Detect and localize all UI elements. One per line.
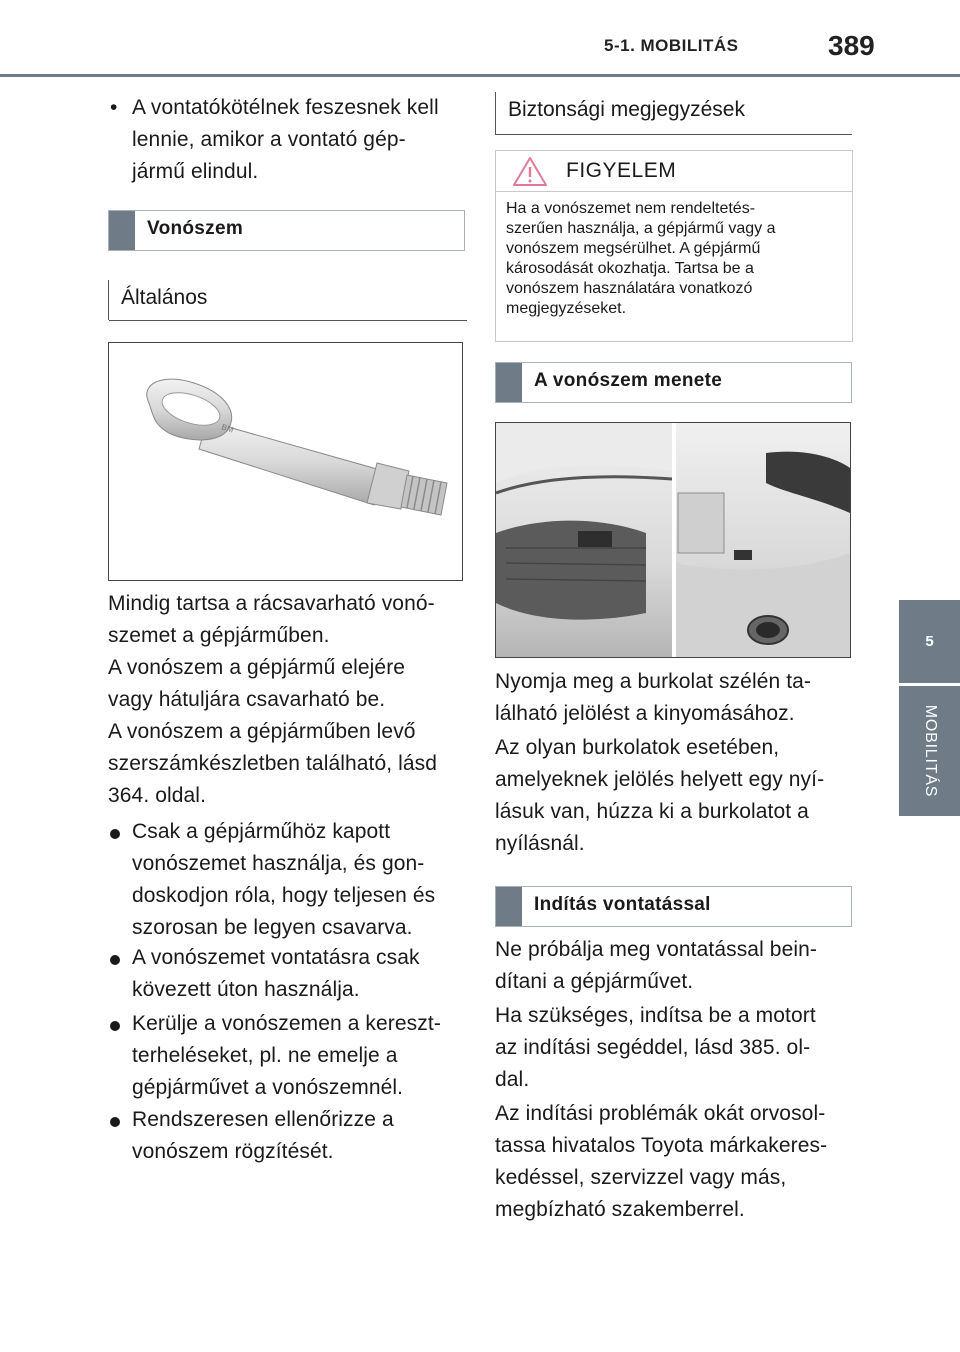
text-line: szerűen használja, a gépjármű vagy a xyxy=(506,220,776,237)
para-press-mark xyxy=(495,666,855,730)
text-line: vagy hátuljára csavarható be. xyxy=(108,688,386,711)
text-line: Ha szükséges, indítsa be a motort xyxy=(495,1004,816,1027)
para-toolkit xyxy=(108,716,468,812)
subheading-safety xyxy=(495,92,852,135)
text-line: vonószem használatára vonatkozó xyxy=(506,280,753,297)
text-line: Az indítási problémák okát orvosol- xyxy=(495,1102,826,1125)
text-line: gépjárművet a vonószemnél. xyxy=(132,1076,404,1099)
text-line: A vontatókötélnek feszesnek kell xyxy=(132,96,439,119)
heading-vonoszem xyxy=(108,210,465,251)
bullet-dot xyxy=(110,1021,120,1031)
text-line: terheléseket, pl. ne emelje a xyxy=(132,1044,398,1067)
text-line: A vonószem a gépjármű elejére xyxy=(108,656,406,679)
para-screw-front-rear xyxy=(108,652,468,716)
text-line: Nyomja meg a burkolat szélén ta- xyxy=(495,670,812,693)
text-line: lálható jelölést a kinyomásához. xyxy=(495,702,795,725)
page-number: 389 xyxy=(828,30,875,61)
bullet-item xyxy=(110,1008,470,1104)
heading-menete xyxy=(495,362,852,403)
text-line: Kerülje a vonószemen a kereszt- xyxy=(132,1012,441,1035)
text-line: kövezett úton használja. xyxy=(132,978,360,1001)
subheading-text: Általános xyxy=(121,286,208,309)
warning-text xyxy=(506,199,836,319)
heading-inditas xyxy=(495,886,852,927)
text-line: szorosan be legyen csavarva. xyxy=(132,916,413,939)
warning-triangle-icon xyxy=(512,156,548,187)
warning-box xyxy=(495,150,853,342)
text-line: Rendszeresen ellenőrizze a xyxy=(132,1108,394,1131)
warning-title: FIGYELEM xyxy=(566,159,677,182)
text-line: vonószem rögzítését. xyxy=(132,1140,334,1163)
bullet-item xyxy=(110,1104,470,1168)
text-line: jármű elindul. xyxy=(132,160,259,183)
text-line: amelyeknek jelölés helyett egy nyí- xyxy=(495,768,825,791)
text-line: Mindig tartsa a rácsavarható vonó- xyxy=(108,592,435,615)
text-line: Az olyan burkolatok esetében, xyxy=(495,736,780,759)
text-line: szerszámkészletben található, lásd xyxy=(108,752,438,775)
chapter-tab-number: 5 xyxy=(899,600,960,683)
text-line: 364. oldal. xyxy=(108,784,207,807)
text-line: szemet a gépjárműben. xyxy=(108,624,330,647)
para-openings xyxy=(495,732,855,860)
text-line: A vonószemet vontatásra csak xyxy=(132,946,420,969)
towing-eye-image xyxy=(108,342,463,581)
text-line: tassa hivatalos Toyota márkakeres- xyxy=(495,1134,828,1157)
bullet-dot xyxy=(110,1117,120,1127)
text-line: lásuk van, húzza ki a burkolatot a xyxy=(495,800,809,823)
text-line: károsodását okozhatja. Tartsa be a xyxy=(506,260,754,277)
text-line: A vonószem a gépjárműben levő xyxy=(108,720,416,743)
bullet-dash: • xyxy=(110,96,118,119)
chapter-tab-label: MOBILITÁS xyxy=(899,686,960,816)
text-line: vonószemet használja, és gon- xyxy=(132,852,425,875)
svg-text:BM: BM xyxy=(220,422,235,435)
towing-eye-illustration xyxy=(109,343,462,580)
text-line: kedéssel, szervizzel vagy más, xyxy=(495,1166,787,1189)
text-line: megjegyzéseket. xyxy=(506,300,627,317)
text-line: doskodjon róla, hogy teljesen és xyxy=(132,884,436,907)
bullet-dot xyxy=(110,955,120,965)
heading-text: A vonószem menete xyxy=(534,370,723,391)
para-keep-eye xyxy=(108,588,468,652)
text-line: lennie, amikor a vontató gép- xyxy=(132,128,406,151)
heading-text: Vonószem xyxy=(147,218,244,239)
text-line: megbízható szakemberrel. xyxy=(495,1198,745,1221)
header-rule xyxy=(0,74,960,77)
text-line: az indítási segéddel, lásd 385. ol- xyxy=(495,1036,811,1059)
text-line: Ha a vonószemet nem rendeltetés- xyxy=(506,200,756,217)
subheading-altalanos xyxy=(108,280,467,320)
bullet-item xyxy=(110,942,470,1006)
text-line: Ne próbálja meg vontatással bein- xyxy=(495,938,817,961)
subheading-text: Biztonsági megjegyzések xyxy=(508,98,745,121)
bumper-cover-image xyxy=(495,422,851,658)
bumper-cover-photo xyxy=(496,423,850,657)
text-line: dal. xyxy=(495,1068,530,1091)
text-line: vonószem megsérülhet. A gépjármű xyxy=(506,240,761,257)
para-jump-start xyxy=(495,1000,855,1096)
text-line: nyílásnál. xyxy=(495,832,585,855)
text-line: dítani a gépjárművet. xyxy=(495,970,694,993)
heading-text: Indítás vontatással xyxy=(534,894,711,915)
section-title: 5-1. MOBILITÁS xyxy=(604,36,739,55)
para-service xyxy=(495,1098,855,1226)
text-line: Csak a gépjárműhöz kapott xyxy=(132,820,391,843)
para-no-tow-start xyxy=(495,934,855,998)
bullet-dot xyxy=(110,829,120,839)
bullet-item xyxy=(110,816,470,944)
